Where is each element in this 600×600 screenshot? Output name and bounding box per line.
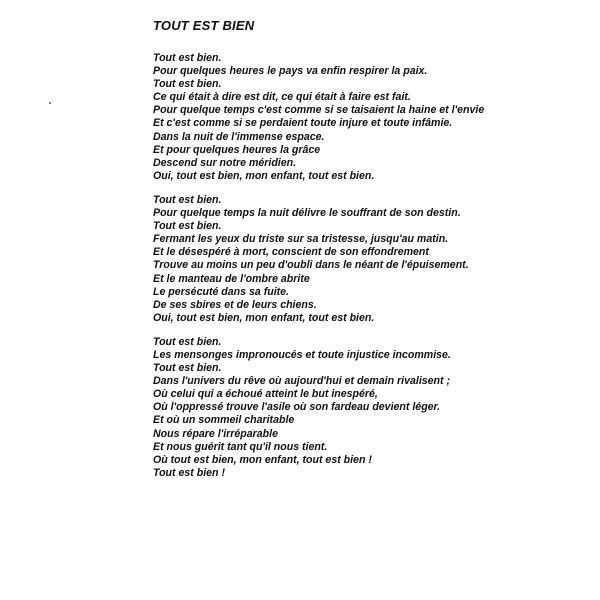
poem-line: Les mensonges impronoucés et toute injustice incommise. — [153, 348, 451, 361]
poem-line: Tout est bien ! — [153, 466, 225, 479]
poem-line: Dans l'univers du rêve où aujourd'hui et demain rivalisent ; — [153, 375, 451, 388]
poem-line: Tout est bien. — [153, 52, 222, 64]
poem-line: Nous répare l'irréparable — [153, 427, 278, 440]
poem-line: Fermant les yeux du triste sur sa tristesse, jusqu'au matin. — [153, 233, 449, 246]
stanza-2 — [153, 194, 583, 325]
poem-line: Tout est bien. — [153, 78, 222, 91]
poem-line: De ses sbires et de leurs chiens. — [153, 298, 317, 311]
scan-speck — [49, 102, 51, 104]
poem-line: Tout est bien. — [153, 335, 222, 348]
poem-line: Descend sur notre méridien. — [153, 156, 297, 169]
poem-line: Et le manteau de l'ombre abrite — [153, 272, 310, 285]
poem-body — [153, 52, 583, 491]
poem-line: Tout est bien. — [153, 220, 222, 233]
poem-line: Pour quelques heures le pays va enfin respirer la paix. — [153, 65, 428, 78]
poem-line: Tout est bien. — [153, 362, 222, 375]
poem-line: Et c'est comme si se perdaient toute injure et toute infâmie. — [153, 117, 453, 130]
poem-title: TOUT EST BIEN — [153, 18, 255, 33]
poem-line: Dans la nuit de l'immense espace. — [153, 130, 325, 143]
poem-line: Trouve au moins un peu d'oubli dans le néant de l'épuisement. — [153, 259, 469, 272]
poem-line: Où tout est bien, mon enfant, tout est bien ! — [153, 453, 372, 466]
stanza-3 — [153, 336, 583, 480]
poem-line: Et nous guérit tant qu'il nous tient. — [153, 440, 328, 453]
poem-line: Ce qui était à dire est dit, ce qui était à faire est fait. — [153, 91, 411, 104]
poem-line: Tout est bien. — [153, 193, 222, 206]
stanza-1 — [153, 52, 583, 183]
poem-line: Oui, tout est bien, mon enfant, tout est bien. — [153, 169, 375, 182]
poem-line: Pour quelque temps la nuit délivre le souffrant de son destin. — [153, 207, 461, 220]
poem-line: Et pour quelques heures la grâce — [153, 143, 321, 156]
poem-line: Le persécuté dans sa fuite. — [153, 285, 290, 298]
poem-line: Où celui qui a échoué atteint le but inespéré, — [153, 388, 378, 401]
poem-line: Et le désespéré à mort, conscient de son effondrement — [153, 246, 429, 259]
poem-line: Où l'oppressé trouve l'asile où son fardeau devient léger. — [153, 401, 441, 414]
poem-line: Oui, tout est bien, mon enfant, tout est bien. — [153, 311, 375, 324]
poem-line: Et où un sommeil charitable — [153, 414, 295, 427]
poem-line: Pour quelque temps c'est comme si se taisaient la haine et l'envie — [153, 104, 485, 117]
